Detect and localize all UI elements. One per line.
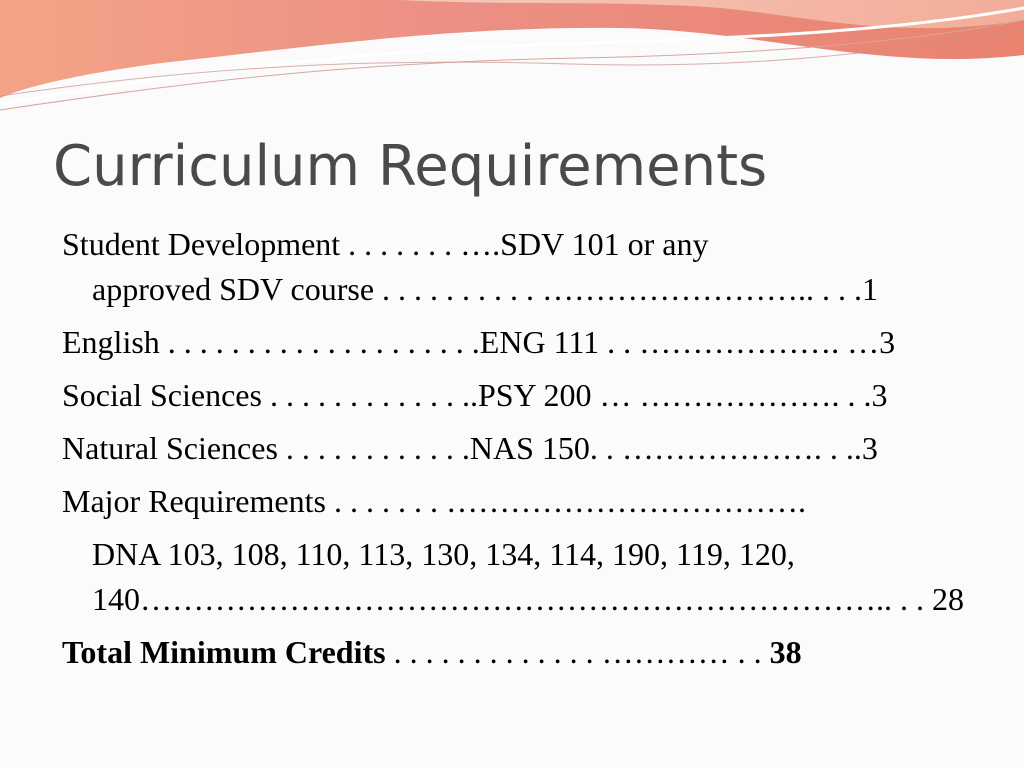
requirement-major-courses-continued: 140…………………………………………………………….. . . 28 xyxy=(92,581,964,617)
decorative-wave-header xyxy=(0,0,1024,120)
requirement-student-development: Student Development . . . . . . . ….SDV 101 or any xyxy=(62,226,709,262)
requirement-student-development-continued: approved SDV course . . . . . . . . . . …………………….. . . .1 xyxy=(92,271,879,307)
slide-title: Curriculum Requirements xyxy=(53,134,768,199)
requirement-natural-sciences: Natural Sciences . . . . . . . . . . . .NAS 150. . ………………. . ..3 xyxy=(62,430,878,466)
requirement-major-courses: DNA 103, 108, 110, 113, 130, 134, 114, 190, 119, 120, xyxy=(92,536,795,572)
requirement-social-sciences: Social Sciences . . . . . . . . . . . . ..PSY 200 … ………………. . .3 xyxy=(62,377,888,413)
total-minimum-credits xyxy=(62,630,972,675)
total-dots: . . . . . . . . . . . . . ………… . . xyxy=(393,634,762,670)
total-label: Total Minimum Credits xyxy=(62,634,386,670)
requirement-english: English . . . . . . . . . . . . . . . . . . . .ENG 111 . . ………………. …3 xyxy=(62,324,896,360)
total-value: 38 xyxy=(769,634,802,670)
requirement-major: Major Requirements . . . . . . . ……………………………. xyxy=(62,483,806,519)
requirements-list xyxy=(62,222,972,675)
